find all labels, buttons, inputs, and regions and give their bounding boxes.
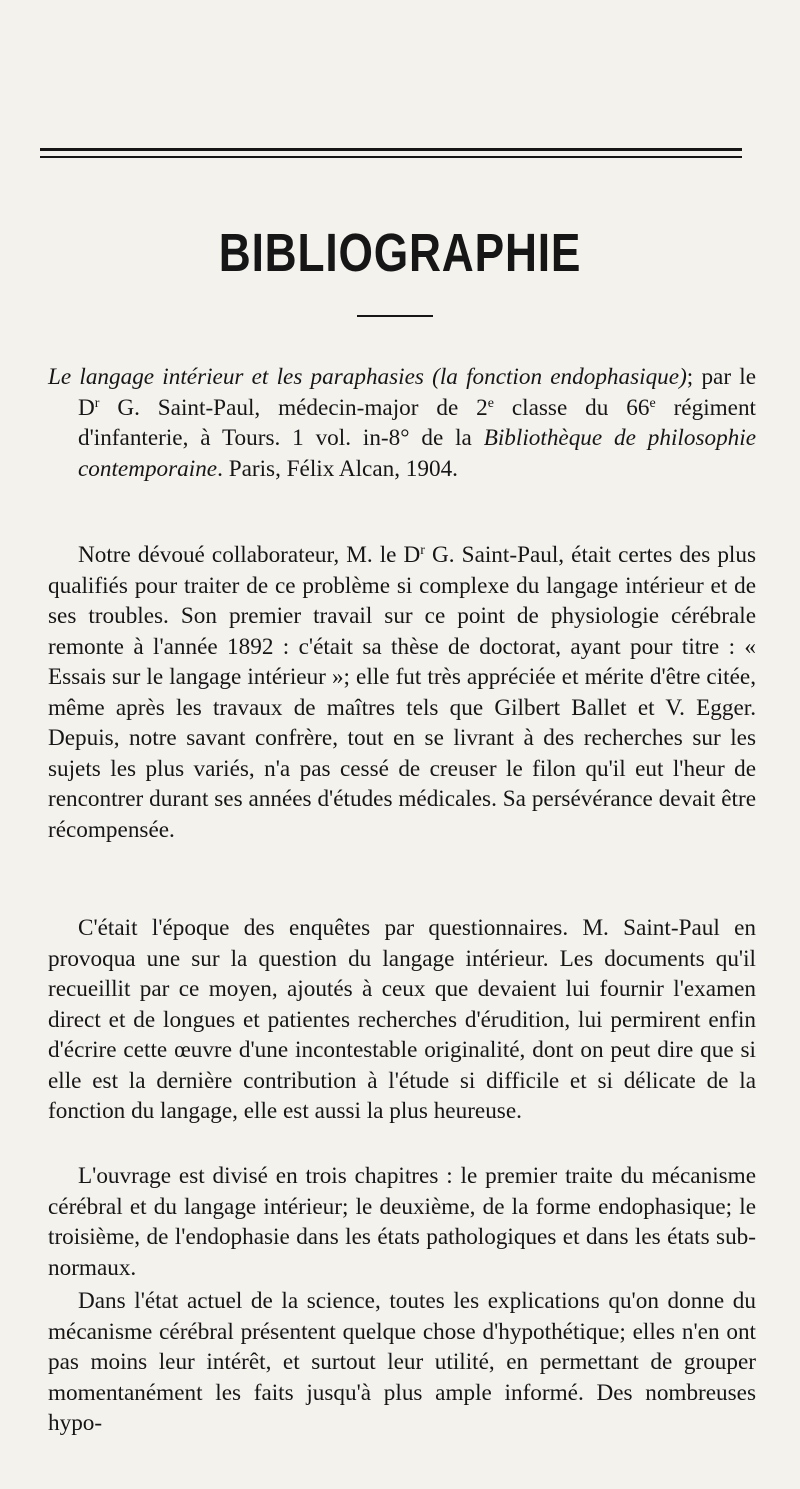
section-title: BIBLIOGRAPHIE xyxy=(218,223,582,283)
work-title: Le langage intérieur et les paraphasies (la fonction endophasique) xyxy=(48,364,687,390)
header-rule-bottom xyxy=(40,156,742,158)
header-rule-top xyxy=(40,148,742,151)
title-underline xyxy=(357,315,433,317)
series-title: Bibliothèque de philosophie contemporaine xyxy=(78,425,757,482)
paragraph-2: C'était l'époque des enquêtes par questionnaires. M. Saint-Paul en provoqua une sur la question du langage intérieur. Les documents qu'il recueillit par ce moyen, ajoutés à ceux que devaient lui fournir l'examen direct et de longues et patientes recherches d'érudition, lui permirent enfin d'écrire cette œuvre d'une incontestable originalité, dont on peut dire que si elle est la dernière contribution à l'étude si difficile et si délicate de la fonction du langage, elle est aussi la plus heureuse. xyxy=(48,915,756,1124)
paragraph-1: Notre dévoué collaborateur, M. le $D^r$ G. Saint-Paul, était certes des plus qualifiés pour traiter de ce problème si complexe du langage intérieur et de ses troubles. Son premier travail sur ce point de physiologie cérébrale remonte à l'année 1892 : c'était sa thèse de doctorat, ayant pour titre : « Essais sur le langage intérieur »; elle fut très appréciée et mérite d'être citée, même après les travaux de maîtres tels que Gilbert Ballet et V. Egger. Depuis, notre savant confrère, tout en se livrant à des recherches sur les sujets les plus variés, n'a pas cessé de creuser le filon qu'il eut l'heur de rencontrer durant ses années d'études médicales. Sa persévérance devait être récompensée. xyxy=(48,542,756,843)
paragraph-4: Dans l'état actuel de la science, toutes les explications qu'on donne du mécanisme cérébral présentent quelque chose d'hypothétique; elles n'en ont pas moins leur intérêt, et surtout leur utilité, en permettant de grouper momentanément les faits jusqu'à plus ample informé. Des nombreuses hypo- xyxy=(48,1288,756,1436)
paragraph-3: L'ouvrage est divisé en trois chapitres : le premier traite du mécanisme cérébral et du langage intérieur; le deuxième, de la forme endophasique; le troisième, de l'endophasie dans les états pathologiques et dans les états sub-normaux. xyxy=(48,1163,756,1281)
bibliographic-reference: Le langage intérieur et les paraphasies (la fonction endophasique); par le $D^r$ G. Saint-Paul, médecin-major de 2e classe du 66e régiment d'infanterie, à Tours. 1 vol. in-8° de la Bibliothèque de philosophie contemporaine. Paris, Félix Alcan, 1904. xyxy=(48,364,757,482)
